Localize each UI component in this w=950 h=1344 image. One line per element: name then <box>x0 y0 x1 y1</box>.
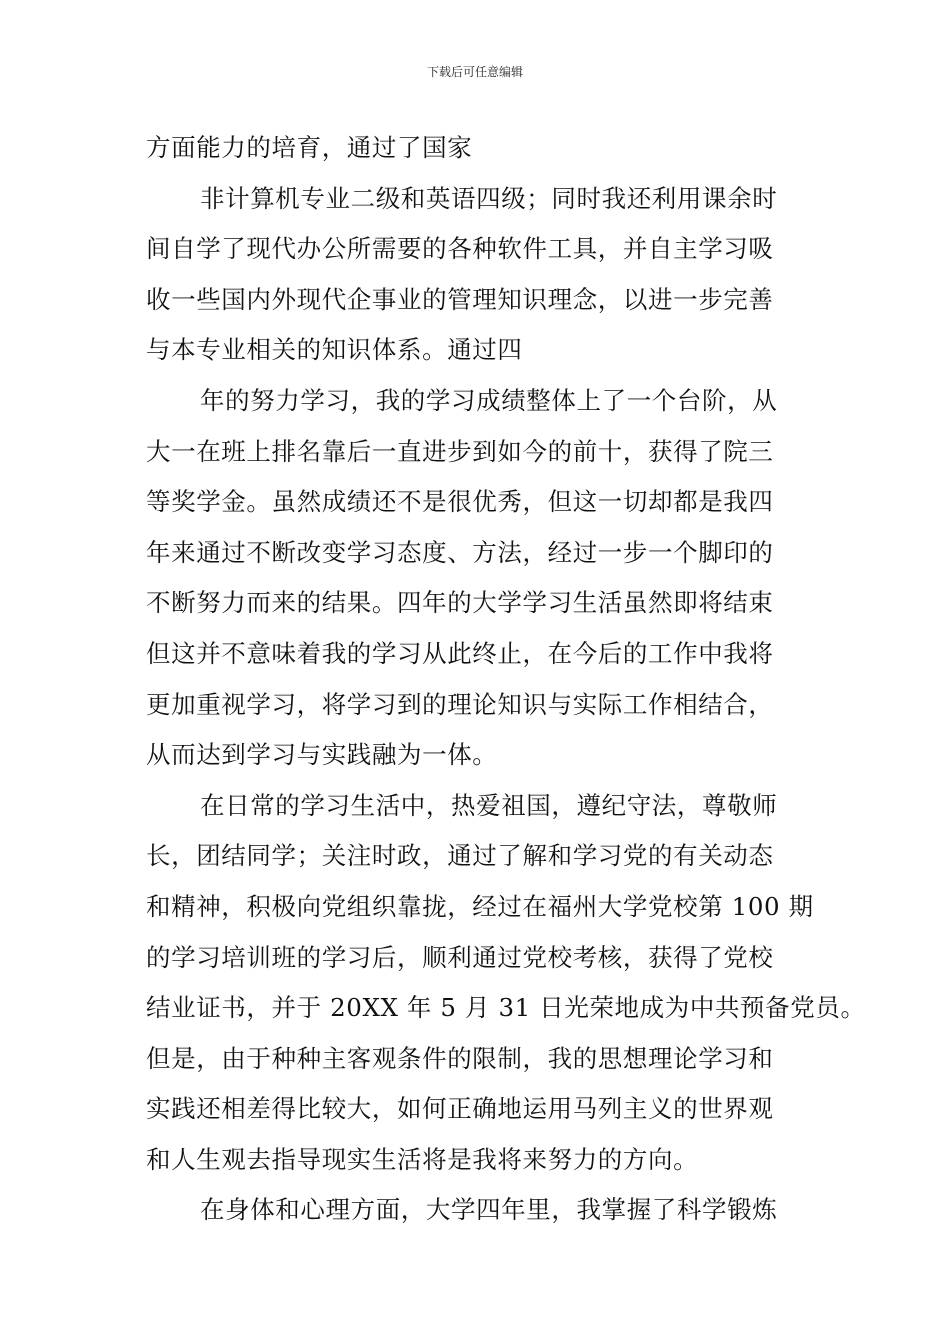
text-line-18: 结业证书，并于 20XX 年 5 月 31 日光荣地成为中共预备党员。 <box>146 993 866 1023</box>
text-line-20: 实践还相差得比较大，如何正确地运用马列主义的世界观 <box>146 1094 774 1124</box>
text-line-11: 但这并不意味着我的学习从此终止，在今后的工作中我将 <box>146 638 774 668</box>
text-line-4: 收一些国内外现代企事业的管理知识理念，以进一步完善 <box>146 284 774 314</box>
text-line-10: 不断努力而来的结果。四年的大学学习生活虽然即将结束 <box>146 588 774 618</box>
text-line-12: 更加重视学习，将学习到的理论知识与实际工作相结合， <box>146 689 774 719</box>
document-body <box>146 123 866 1236</box>
text-line-1: 方面能力的培育，通过了国家 <box>146 133 473 162</box>
text-line-3: 间自学了现代办公所需要的各种软件工具，并自主学习吸 <box>146 234 774 264</box>
text-line-14: 在日常的学习生活中，热爱祖国，遵纪守法，尊敬师 <box>200 790 778 820</box>
text-line-2: 非计算机专业二级和英语四级；同时我还利用课余时 <box>200 183 778 213</box>
text-line-17: 的学习培训班的学习后，顺利通过党校考核，获得了党校 <box>146 942 774 972</box>
text-line-21: 和人生观去指导现实生活将是我将来努力的方向。 <box>146 1144 699 1174</box>
page-header: 下载后可任意编辑 <box>426 65 523 79</box>
text-line-13: 从而达到学习与实践融为一体。 <box>146 740 498 770</box>
text-line-7: 大一在班上排名靠后一直进步到如今的前十，获得了院三 <box>146 436 774 466</box>
text-line-6: 年的努力学习，我的学习成绩整体上了一个台阶，从 <box>200 385 778 415</box>
text-line-5: 与本专业相关的知识体系。通过四 <box>146 335 523 365</box>
text-line-8: 等奖学金。虽然成绩还不是很优秀，但这一切却都是我四 <box>146 487 774 517</box>
text-line-19: 但是，由于种种主客观条件的限制，我的思想理论学习和 <box>146 1043 774 1073</box>
text-line-16: 和精神，积极向党组织靠拢，经过在福州大学党校第 100 期 <box>146 891 814 921</box>
text-line-22: 在身体和心理方面，大学四年里，我掌握了科学锻炼 <box>200 1195 778 1225</box>
text-line-9: 年来通过不断改变学习态度、方法，经过一步一个脚印的 <box>146 537 774 567</box>
text-line-15: 长，团结同学；关注时政，通过了解和学习党的有关动态 <box>146 841 774 871</box>
